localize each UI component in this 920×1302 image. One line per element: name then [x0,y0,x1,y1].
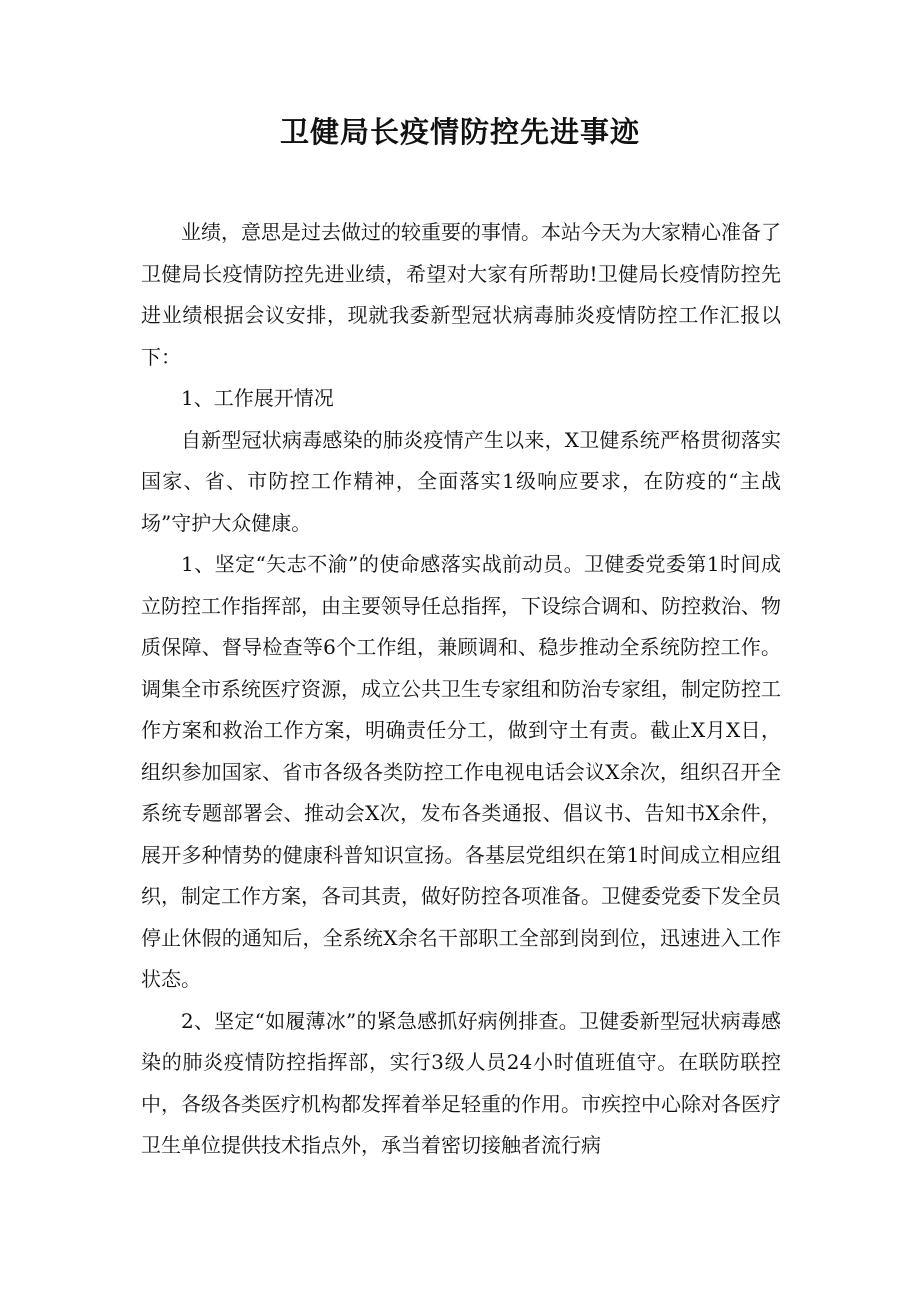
paragraph-item-2: 2、坚定“如履薄冰”的紧急感抓好病例排查。卫健委新型冠状病毒感染的肺炎疫情防控指挥部，实行3级人员24小时值班值守。在联防联控中，各级各类医疗机构都发挥着举足轻重的作用。市疾控中心除对各医疗卫生单位提供技术指点外，承当着密切接触者流行病 [141,1008,781,1157]
paragraph-item-1: 1、坚定“矢志不渝”的使命感落实战前动员。卫健委党委第1时间成立防控工作指挥部，由主要领导任总指挥，下设综合调和、防控救治、物质保障、督导检查等6个工作组，兼顾调和、稳步推动全系统防控工作。调集全市系统医疗资源，成立公共卫生专家组和防治专家组，制定防控工作方案和救治工作方案，明确责任分工，做到守土有责。截止X月X日，组织参加国家、省市各级各类防控工作电视电话会议X余次，组织召开全系统专题部署会、推动会X次，发布各类通报、倡议书、告知书X余件，展开多种情势的健康科普知识宣扬。各基层党组织在第1时间成立相应组织，制定工作方案，各司其责，做好防控各项准备。卫健委党委下发全员停止休假的通知后，全系统X余名干部职工全部到岗到位，迅速进入工作状态。 [141,552,781,991]
document-body [141,212,781,1167]
document-title: 卫健局长疫情防控先进事迹 [279,115,640,149]
paragraph-intro: 业绩，意思是过去做过的较重要的事情。本站今天为大家精心准备了卫健局长疫情防控先进业绩，希望对大家有所帮助!卫健局长疫情防控先进业绩根据会议安排，现就我委新型冠状病毒肺炎疫情防控工作汇报以下： [141,220,781,369]
section-heading: 1、工作展开情况 [181,386,334,410]
paragraph-overview: 自新型冠状病毒感染的肺炎疫情产生以来，X卫健系统严格贯彻落实国家、省、市防控工作精神，全面落实1级响应要求，在防疫的“主战场”守护大众健康。 [141,427,781,535]
